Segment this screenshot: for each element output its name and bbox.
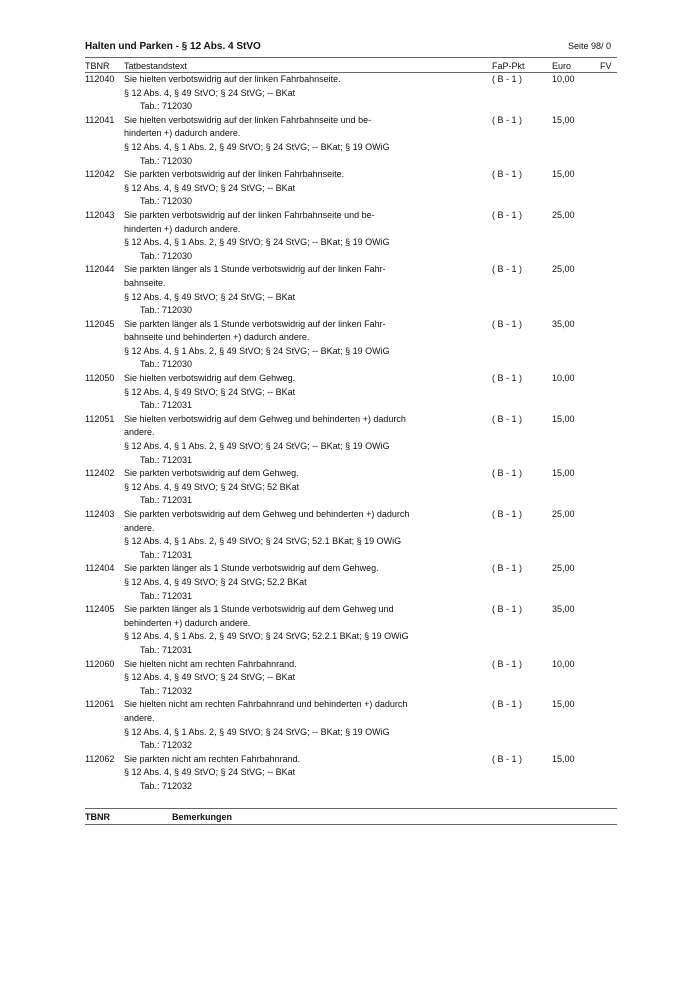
- offense-number: 112045: [85, 318, 115, 329]
- offense-fine: 35,00: [552, 604, 575, 615]
- page-title: Halten und Parken - § 12 Abs. 4 StVO: [85, 41, 261, 52]
- offense-text-line: § 12 Abs. 4, § 49 StVO; § 24 StVG; -- BKat: [124, 87, 296, 98]
- offense-tab-reference: Tab.: 712032: [140, 780, 193, 791]
- offense-text: [124, 698, 434, 752]
- offense-tab-reference: Tab.: 712031: [140, 495, 193, 506]
- offense-points: ( B - 1 ): [492, 753, 523, 764]
- offense-text: [124, 73, 434, 114]
- column-header-tbnr: TBNR: [85, 61, 110, 71]
- offense-number: 112051: [85, 413, 115, 424]
- column-header-euro: Euro: [552, 61, 572, 71]
- offense-text-line: bahnseite und behinderten +) dadurch andere.: [124, 332, 310, 343]
- offense-text-line: hinderten +) dadurch andere.: [124, 223, 241, 234]
- offense-text: [124, 372, 434, 413]
- offense-tab-reference: Tab.: 712032: [140, 740, 193, 751]
- table-row: [85, 467, 617, 508]
- offense-tab-reference: Tab.: 712031: [140, 400, 193, 411]
- offense-tab-reference: Tab.: 712030: [140, 359, 193, 370]
- table-row: [85, 372, 617, 413]
- offense-text-line: Sie parkten länger als 1 Stunde verbotswidrig auf dem Gehweg.: [124, 563, 379, 574]
- offense-text-line: § 12 Abs. 4, § 49 StVO; § 24 StVG; -- BKat: [124, 672, 296, 683]
- offense-text-line: Sie parkten länger als 1 Stunde verbotswidrig auf dem Gehweg und: [124, 604, 394, 615]
- offense-text: [124, 658, 434, 699]
- offense-points: ( B - 1 ): [492, 169, 523, 180]
- offense-number: 112405: [85, 604, 115, 615]
- offense-fine: 25,00: [552, 563, 575, 574]
- table-row: [85, 658, 617, 699]
- offense-text-line: andere.: [124, 522, 155, 533]
- offense-text-line: § 12 Abs. 4, § 49 StVO; § 24 StVG; 52 BKat: [124, 481, 300, 492]
- table-row: [85, 318, 617, 372]
- offense-text: [124, 508, 434, 562]
- offense-points: ( B - 1 ): [492, 74, 523, 84]
- offense-text-line: Sie parkten nicht am rechten Fahrbahnrand.: [124, 753, 301, 764]
- table-row: [85, 562, 617, 603]
- offense-text-line: § 12 Abs. 4, § 49 StVO; § 24 StVG; 52.2 BKat: [124, 576, 307, 587]
- offense-text-line: behinderten +) dadurch andere.: [124, 617, 251, 628]
- offense-text-line: § 12 Abs. 4, § 49 StVO; § 24 StVG; -- BKat: [124, 386, 296, 397]
- offense-tab-reference: Tab.: 712030: [140, 155, 193, 166]
- offense-text: [124, 168, 434, 209]
- table-row: [85, 114, 617, 168]
- offense-text-line: Sie parkten verbotswidrig auf dem Gehweg.: [124, 468, 299, 479]
- offense-points: ( B - 1 ): [492, 699, 523, 710]
- offense-text-line: hinderten +) dadurch andere.: [124, 128, 241, 139]
- offense-text-line: Sie parkten verbotswidrig auf der linken Fahrbahnseite.: [124, 169, 345, 180]
- offense-number: 112061: [85, 699, 115, 710]
- offense-points: ( B - 1 ): [492, 373, 523, 384]
- offense-points: ( B - 1 ): [492, 468, 523, 479]
- column-header-text: Tatbestandstext: [124, 61, 188, 71]
- offense-text: [124, 263, 434, 317]
- footer-tbnr: TBNR: [85, 812, 110, 822]
- offense-fine: 15,00: [552, 468, 575, 479]
- column-header-fap: FaP-Pkt: [492, 61, 525, 71]
- offense-number: 112050: [85, 373, 115, 384]
- offense-text: [124, 753, 434, 794]
- offense-fine: 15,00: [552, 413, 575, 424]
- offense-number: 112403: [85, 509, 115, 519]
- offense-fine: 15,00: [552, 169, 575, 180]
- offense-text-line: Sie hielten verbotswidrig auf dem Gehweg.: [124, 373, 296, 384]
- offense-text-line: § 12 Abs. 4, § 1 Abs. 2, § 49 StVO; § 24 StVG; -- BKat; § 19 OWiG: [124, 441, 390, 452]
- offense-text-line: § 12 Abs. 4, § 1 Abs. 2, § 49 StVO; § 24 StVG; -- BKat; § 19 OWiG: [124, 237, 390, 248]
- offense-table: [85, 73, 617, 793]
- offense-fine: 15,00: [552, 753, 575, 764]
- offense-number: 112060: [85, 658, 115, 669]
- offense-text-line: Sie hielten verbotswidrig auf der linken Fahrbahnseite.: [124, 74, 341, 84]
- offense-number: 112402: [85, 468, 115, 479]
- offense-number: 112043: [85, 209, 115, 220]
- offense-points: ( B - 1 ): [492, 413, 523, 424]
- offense-number: 112062: [85, 753, 115, 764]
- offense-text-line: § 12 Abs. 4, § 1 Abs. 2, § 49 StVO; § 24 StVG; -- BKat; § 19 OWiG: [124, 141, 390, 152]
- offense-fine: 15,00: [552, 114, 575, 125]
- offense-number: 112404: [85, 563, 115, 574]
- offense-text-line: Sie parkten verbotswidrig auf der linken Fahrbahnseite und be-: [124, 209, 375, 220]
- offense-fine: 25,00: [552, 264, 575, 275]
- page-number: Seite 98/ 0: [567, 41, 611, 51]
- offense-number: 112042: [85, 169, 115, 180]
- table-row: [85, 413, 617, 467]
- offense-tab-reference: Tab.: 712031: [140, 454, 193, 465]
- table-row: [85, 73, 617, 114]
- offense-points: ( B - 1 ): [492, 264, 523, 275]
- offense-text: [124, 114, 434, 168]
- offense-text-line: § 12 Abs. 4, § 49 StVO; § 24 StVG; -- BKat: [124, 767, 296, 778]
- offense-fine: 25,00: [552, 209, 575, 220]
- offense-text-line: § 12 Abs. 4, § 49 StVO; § 24 StVG; -- BKat: [124, 182, 296, 193]
- offense-points: ( B - 1 ): [492, 318, 523, 329]
- offense-text-line: Sie parkten länger als 1 Stunde verbotswidrig auf der linken Fahr-: [124, 318, 386, 329]
- offense-points: ( B - 1 ): [492, 509, 523, 519]
- table-row: [85, 508, 617, 562]
- offense-text-line: bahnseite.: [124, 277, 166, 288]
- footer-rule-bottom: [85, 824, 617, 825]
- offense-number: 112040: [85, 74, 115, 84]
- column-header-fv: FV: [600, 61, 612, 71]
- offense-tab-reference: Tab.: 712030: [140, 101, 193, 112]
- footer-rule-top: [85, 808, 617, 809]
- offense-text: [124, 209, 434, 263]
- offense-tab-reference: Tab.: 712031: [140, 644, 193, 655]
- offense-text-line: § 12 Abs. 4, § 1 Abs. 2, § 49 StVO; § 24 StVG; -- BKat; § 19 OWiG: [124, 726, 390, 737]
- offense-fine: 10,00: [552, 658, 575, 669]
- table-row: [85, 209, 617, 263]
- offense-fine: 10,00: [552, 373, 575, 384]
- offense-tab-reference: Tab.: 712031: [140, 590, 193, 601]
- offense-fine: 10,00: [552, 74, 575, 84]
- table-row: [85, 753, 617, 794]
- offense-fine: 25,00: [552, 509, 575, 519]
- offense-tab-reference: Tab.: 712030: [140, 196, 193, 207]
- offense-tab-reference: Tab.: 712030: [140, 305, 193, 316]
- offense-text-line: § 12 Abs. 4, § 1 Abs. 2, § 49 StVO; § 24 StVG; 52.1 BKat; § 19 OWiG: [124, 536, 402, 547]
- offense-points: ( B - 1 ): [492, 209, 523, 220]
- header-rule-top: [85, 57, 617, 58]
- offense-points: ( B - 1 ): [492, 658, 523, 669]
- offense-tab-reference: Tab.: 712030: [140, 250, 193, 261]
- table-row: [85, 698, 617, 752]
- offense-fine: 15,00: [552, 699, 575, 710]
- offense-tab-reference: Tab.: 712031: [140, 549, 193, 560]
- offense-text: [124, 413, 434, 467]
- offense-text-line: § 12 Abs. 4, § 49 StVO; § 24 StVG; -- BKat: [124, 291, 296, 302]
- offense-text: [124, 318, 434, 372]
- offense-text-line: andere.: [124, 427, 155, 438]
- offense-points: ( B - 1 ): [492, 563, 523, 574]
- offense-points: ( B - 1 ): [492, 604, 523, 615]
- offense-text-line: andere.: [124, 712, 155, 723]
- offense-text: [124, 562, 434, 603]
- offense-text-line: § 12 Abs. 4, § 1 Abs. 2, § 49 StVO; § 24 StVG; -- BKat; § 19 OWiG: [124, 345, 390, 356]
- table-row: [85, 168, 617, 209]
- table-row: [85, 263, 617, 317]
- offense-number: 112044: [85, 264, 115, 275]
- offense-text-line: Sie hielten nicht am rechten Fahrbahnrand.: [124, 658, 297, 669]
- footer-remarks: Bemerkungen: [172, 812, 233, 822]
- offense-text: [124, 603, 434, 657]
- offense-number: 112041: [85, 114, 115, 125]
- offense-points: ( B - 1 ): [492, 114, 523, 125]
- offense-text: [124, 467, 434, 508]
- offense-text-line: Sie hielten verbotswidrig auf dem Gehweg und behinderten +) dadurch: [124, 413, 406, 424]
- offense-text-line: Sie parkten verbotswidrig auf dem Gehweg und behinderten +) dadurch: [124, 509, 410, 519]
- offense-text-line: Sie hielten nicht am rechten Fahrbahnrand und behinderten +) dadurch: [124, 699, 408, 710]
- offense-text-line: § 12 Abs. 4, § 1 Abs. 2, § 49 StVO; § 24 StVG; 52.2.1 BKat; § 19 OWiG: [124, 631, 409, 642]
- table-row: [85, 603, 617, 657]
- offense-fine: 35,00: [552, 318, 575, 329]
- offense-text-line: Sie hielten verbotswidrig auf der linken Fahrbahnseite und be-: [124, 114, 372, 125]
- offense-text-line: Sie parkten länger als 1 Stunde verbotswidrig auf der linken Fahr-: [124, 264, 386, 275]
- offense-tab-reference: Tab.: 712032: [140, 685, 193, 696]
